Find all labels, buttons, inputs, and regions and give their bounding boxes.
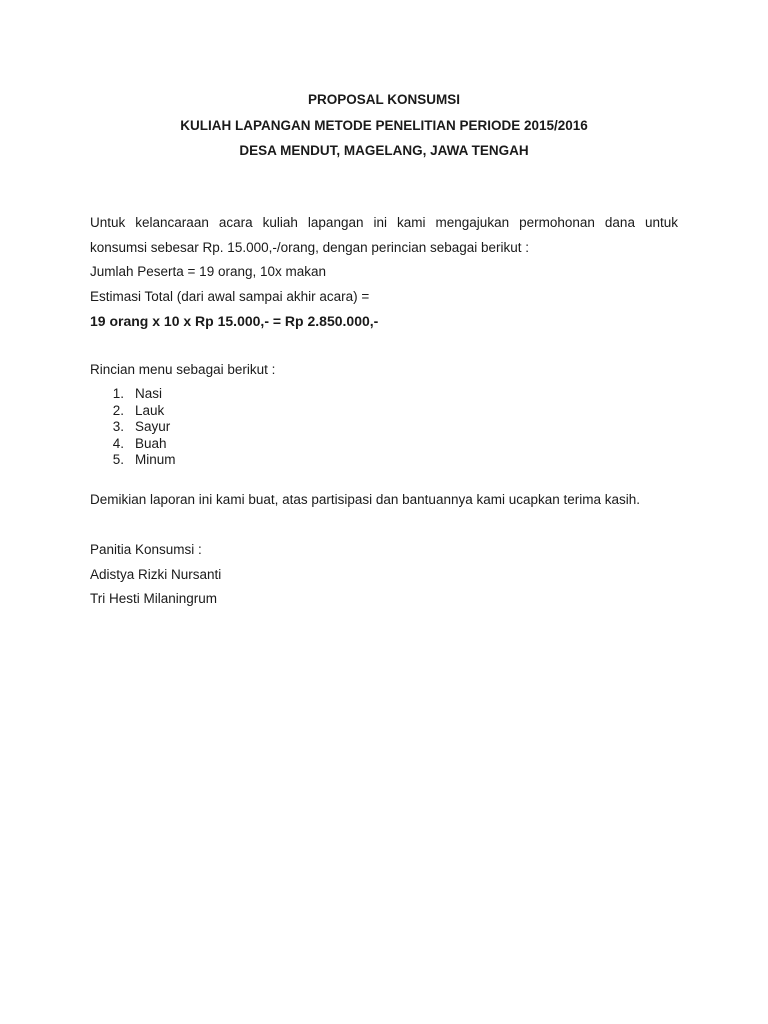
participant-count: Jumlah Peserta = 19 orang, 10x makan <box>90 264 327 279</box>
list-item-number: 2. <box>112 402 124 418</box>
list-item-label: Nasi <box>135 386 163 401</box>
list-item-number: 5. <box>112 452 124 467</box>
intro-line-1: Untuk kelancaraan acara kuliah lapangan ini kami mengajukan permohonan dana untuk <box>90 215 678 230</box>
intro-paragraph <box>90 211 678 260</box>
list-item <box>90 403 176 420</box>
list-item-number: 1. <box>112 386 124 401</box>
list-item-label: Buah <box>135 435 167 451</box>
intro-line-2: konsumsi sebesar Rp. 15.000,-/orang, dengan perincian sebagai berikut : <box>90 239 530 255</box>
list-item <box>90 386 176 403</box>
list-item-number: 4. <box>112 435 124 451</box>
list-item <box>90 452 176 469</box>
signature-role: Panitia Konsumsi : <box>90 542 202 557</box>
list-item <box>90 419 176 436</box>
total-estimate-formula: 19 orang x 10 x Rp 15.000,- = Rp 2.850.000,- <box>90 313 379 329</box>
total-estimate-label: Estimasi Total (dari awal sampai akhir acara) = <box>90 289 370 304</box>
menu-intro: Rincian menu sebagai berikut : <box>90 362 276 377</box>
list-item-label: Lauk <box>135 402 165 418</box>
list-item-label: Sayur <box>135 419 171 434</box>
menu-list <box>90 386 176 469</box>
signature-name-2: Tri Hesti Milaningrum <box>90 591 218 606</box>
signature-name-1: Adistya Rizki Nursanti <box>90 567 222 582</box>
document-subtitle: KULIAH LAPANGAN METODE PENELITIAN PERIODE 2015/2016 <box>180 118 588 133</box>
closing-statement: Demikian laporan ini kami buat, atas partisipasi dan bantuannya kami ucapkan terima kasih. <box>90 492 641 507</box>
document-title: PROPOSAL KONSUMSI <box>307 92 461 107</box>
list-item-label: Minum <box>135 452 176 467</box>
list-item-number: 3. <box>112 419 124 434</box>
document-location: DESA MENDUT, MAGELANG, JAWA TENGAH <box>239 143 529 158</box>
list-item <box>90 436 176 453</box>
